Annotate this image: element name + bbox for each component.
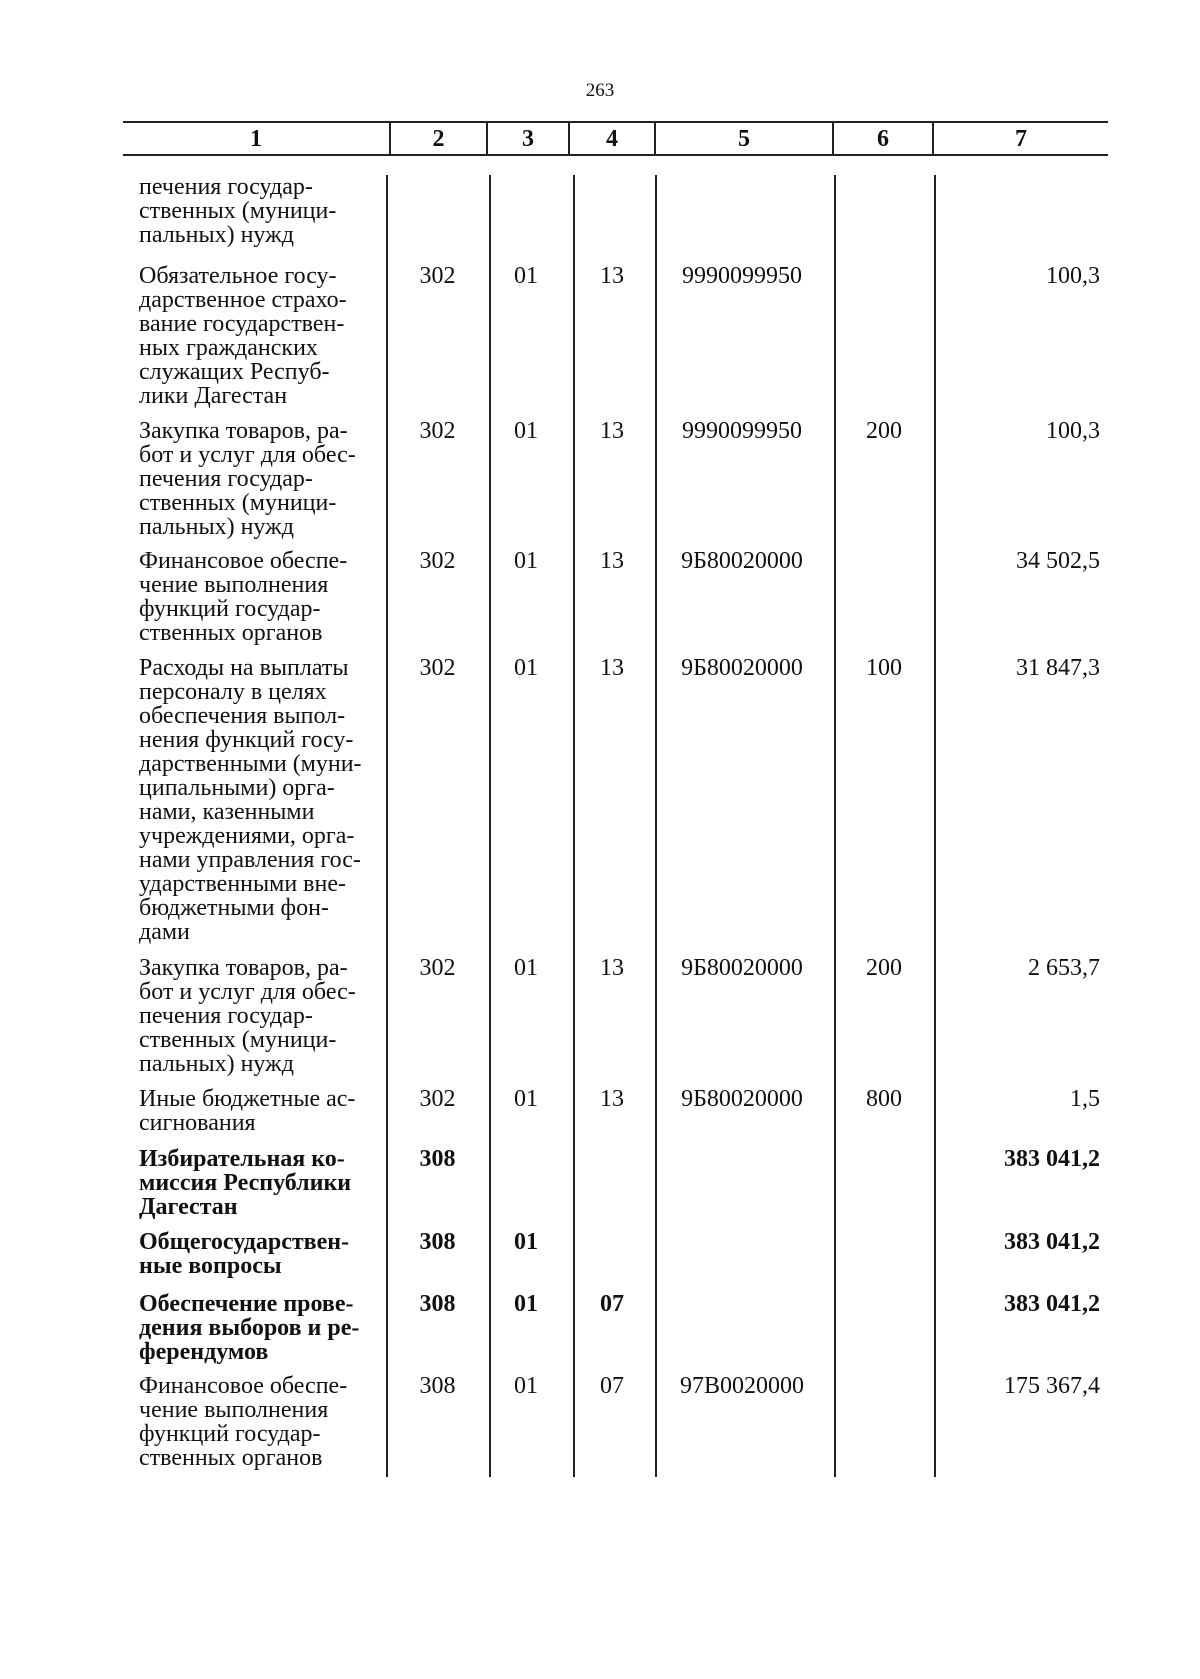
column-header-7: 7 [1015,126,1027,152]
column-separator [573,175,575,1477]
row-title: Избирательная ко- миссия Республики Дагестан [139,1146,352,1220]
column-separator [655,175,657,1477]
cell-col5: 9Б80020000 [681,1086,803,1112]
row-title: Расходы на выплаты персоналу в целях обеспечения выпол- нения функций госу- дарственными (муни- ципальными) орга- нами, казенными учреждениями, орга- нами управления гос- ударственными вне- бюджетными фон- дами [139,655,362,945]
cell-col5: 9990099950 [682,418,802,444]
column-separator [489,175,491,1477]
cell-col4: 13 [600,955,624,981]
cell-col7: 31 847,3 [1016,655,1100,681]
cell-col4: 07 [600,1373,624,1399]
cell-col3: 01 [514,655,538,681]
row-title: Закупка товаров, ра- бот и услуг для обес- печения государ- ственных (муници- пальных) нужд [139,955,356,1077]
cell-col7: 100,3 [1046,263,1100,289]
column-header-5: 5 [738,126,750,152]
cell-col5: 9Б80020000 [681,955,803,981]
cell-col4: 13 [600,548,624,574]
cell-col3: 01 [514,1229,538,1255]
cell-col5: 97В0020000 [679,1373,804,1399]
column-separator [934,175,936,1477]
header-bottom-rule [123,154,1108,156]
cell-col7: 175 367,4 [1004,1373,1100,1399]
column-separator [386,175,388,1477]
cell-col2: 308 [419,1373,456,1399]
cell-col4: 13 [600,655,624,681]
cell-col3: 01 [514,548,538,574]
cell-col3: 01 [514,955,538,981]
column-separator [834,175,836,1477]
cell-col2: 308 [419,1146,456,1172]
cell-col4: 13 [600,263,624,289]
column-header-4: 4 [606,126,618,152]
table-top-rule [123,121,1108,123]
cell-col7: 34 502,5 [1016,548,1100,574]
cell-col2: 308 [419,1291,456,1317]
cell-col7: 2 653,7 [1028,955,1100,981]
cell-col6: 800 [866,1086,902,1112]
cell-col2: 302 [419,263,456,289]
cell-col2: 302 [419,548,456,574]
cell-col6: 200 [866,955,902,981]
cell-col2: 302 [419,655,456,681]
cell-col7: 383 041,2 [1004,1229,1100,1255]
cell-col2: 302 [419,418,456,444]
row-title: Общегосударствен- ные вопросы [139,1229,350,1279]
column-header-6: 6 [877,126,889,152]
cell-col3: 01 [514,263,538,289]
cell-col7: 383 041,2 [1004,1291,1100,1317]
cell-col3: 01 [514,418,538,444]
cell-col7: 100,3 [1046,418,1100,444]
column-header-1: 1 [250,126,262,152]
cell-col5: 9990099950 [682,263,802,289]
row-title: Закупка товаров, ра- бот и услуг для обес- печения государ- ственных (муници- пальных) нужд [139,418,356,540]
page-number: 263 [585,80,615,101]
cell-col7: 1,5 [1070,1086,1100,1112]
cell-col3: 01 [514,1373,538,1399]
cell-col5: 9Б80020000 [681,655,803,681]
row-title: Финансовое обеспе- чение выполнения функций государ- ственных органов [139,548,348,646]
cell-col4: 13 [600,418,624,444]
row-title: Финансовое обеспе- чение выполнения функций государ- ственных органов [139,1373,348,1471]
cell-col3: 01 [514,1086,538,1112]
row-title: Иные бюджетные ас- сигнования [139,1086,356,1136]
cell-col4: 07 [600,1291,624,1317]
row-title: Обязательное госу- дарственное страхо- вание государствен- ных гражданских служащих Респуб- лики Дагестан [139,263,347,409]
cell-col7: 383 041,2 [1004,1146,1100,1172]
cell-col5: 9Б80020000 [681,548,803,574]
row-title: печения государ- ственных (муници- пальных) нужд [139,174,337,248]
column-header-2: 2 [432,126,445,152]
cell-col4: 13 [600,1086,624,1112]
cell-col2: 308 [419,1229,456,1255]
cell-col2: 302 [419,955,456,981]
cell-col2: 302 [419,1086,456,1112]
cell-col3: 01 [514,1291,538,1317]
cell-col6: 100 [866,655,902,681]
row-title: Обеспечение прове- дения выборов и ре- ферендумов [139,1291,360,1365]
cell-col6: 200 [866,418,902,444]
column-header-3: 3 [522,126,534,152]
